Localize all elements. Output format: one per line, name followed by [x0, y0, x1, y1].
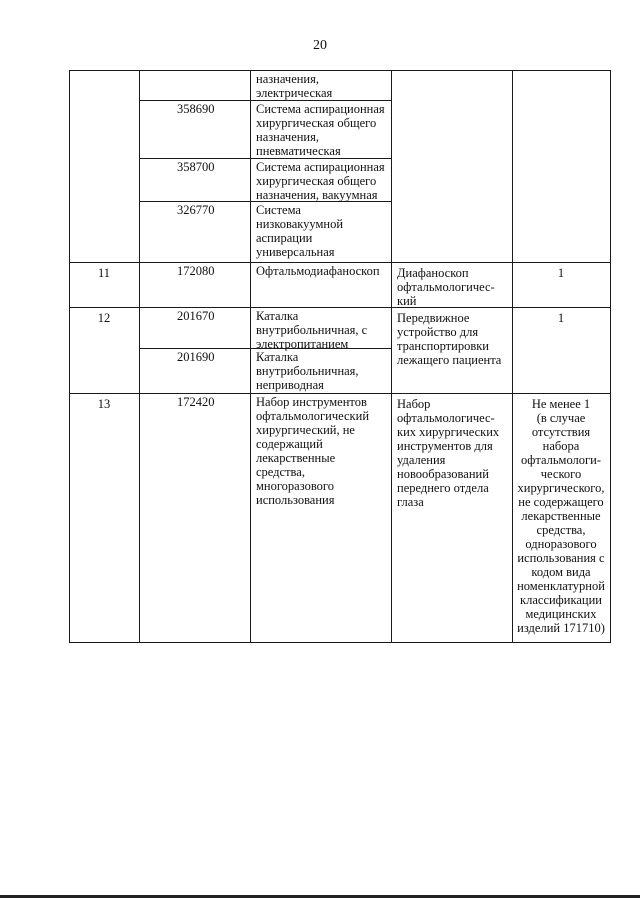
device-type-line: новообразований [397, 467, 489, 481]
device-type-line: кий [397, 294, 417, 308]
product-name-line: назначения, [256, 130, 320, 144]
product-name-line: аспирации [256, 231, 313, 245]
quantity-line: кодом вида [531, 565, 591, 579]
product-code: 172080 [177, 264, 215, 278]
product-name-line: офтальмологический [256, 409, 370, 423]
device-type-line: Передвижное [397, 311, 470, 325]
product-name-line: лекарственные [256, 451, 336, 465]
product-code: 358700 [177, 160, 215, 174]
device-type-line: инструментов для [397, 439, 493, 453]
quantity-line: одноразового [525, 537, 597, 551]
quantity-line: медицинских [525, 607, 597, 621]
quantity-line: Не менее 1 [531, 397, 591, 411]
product-name-line: Каталка [256, 350, 299, 364]
device-type-line: лежащего пациента [397, 353, 502, 367]
table-column-border [139, 70, 140, 643]
row-number: 13 [97, 397, 111, 411]
page-number: 20 [313, 38, 327, 53]
product-name-line: Каталка [256, 309, 299, 323]
product-name-line: многоразового [256, 479, 334, 493]
device-type-line: устройство для [397, 325, 479, 339]
quantity-line: использования с [517, 551, 605, 565]
row-number: 12 [97, 311, 111, 325]
product-name-line: назначения, вакуумная [256, 188, 378, 202]
quantity-line: лекарственные [521, 509, 601, 523]
device-type-line: офтальмологичес- [397, 411, 495, 425]
quantity-line: набора [542, 439, 580, 453]
product-name-line: хирургическая общего [256, 174, 377, 188]
device-type-line: Диафаноскоп [397, 266, 469, 280]
product-name-line: использования [256, 493, 335, 507]
table-row-border [69, 262, 611, 263]
product-code: 201690 [177, 350, 215, 364]
quantity-line: номенклатурной [517, 579, 605, 593]
quantity-line: отсутствия [531, 425, 591, 439]
table-column-border [69, 70, 70, 643]
product-name-line: средства, [256, 465, 305, 479]
product-name-line: Система аспирационная [256, 102, 385, 116]
table-row-border [69, 70, 611, 71]
product-code: 326770 [177, 203, 215, 217]
table-row-border [69, 393, 611, 394]
product-name-line: внутрибольничная, [256, 364, 359, 378]
table-subrow-border [139, 158, 392, 159]
quantity-line: хирургического, [517, 481, 605, 495]
quantity-line: не содержащего [518, 495, 604, 509]
table-column-border [250, 70, 251, 643]
product-name-line: электропитанием [256, 337, 349, 351]
quantity-line: изделий 171710) [517, 621, 605, 635]
quantity-line: 1 [557, 266, 565, 280]
product-code: 358690 [177, 102, 215, 116]
quantity-line: офтальмологи- [520, 453, 602, 467]
product-name-line: хирургический, не [256, 423, 355, 437]
quantity-line: средства, [536, 523, 586, 537]
device-type-line: удаления [397, 453, 446, 467]
product-name-line: хирургическая общего [256, 116, 377, 130]
product-name-line: пневматическая [256, 144, 341, 158]
product-name-line: Набор инструментов [256, 395, 367, 409]
product-name-line: универсальная [256, 245, 335, 259]
quantity-line: ческого [540, 467, 582, 481]
product-code: 201670 [177, 309, 215, 323]
product-name-line: внутрибольничная, с [256, 323, 368, 337]
quantity-line: классификации [520, 593, 602, 607]
device-type-line: переднего отдела [397, 481, 489, 495]
product-code: 172420 [177, 395, 215, 409]
table-row-border [69, 307, 611, 308]
row-number: 11 [97, 266, 111, 280]
quantity-line: 1 [557, 311, 565, 325]
table-column-border [391, 70, 392, 643]
device-type-line: транспортировки [397, 339, 489, 353]
device-type-line: офтальмологичес- [397, 280, 495, 294]
product-name-line: Система аспирационная [256, 160, 385, 174]
product-name-line: Система [256, 203, 301, 217]
product-name-line: электрическая [256, 86, 333, 100]
device-type-line: Набор [397, 397, 431, 411]
device-type-line: ких хирургических [397, 425, 500, 439]
device-type-line: глаза [397, 495, 424, 509]
product-name-line: Офтальмодиафаноскоп [256, 264, 380, 278]
product-name-line: низковакуумной [256, 217, 344, 231]
table-subrow-border [139, 100, 392, 101]
product-name-line: содержащий [256, 437, 323, 451]
table-row-border [69, 642, 611, 643]
product-name-line: назначения, [256, 72, 320, 86]
product-name-line: неприводная [256, 378, 324, 392]
table-column-border [610, 70, 611, 643]
quantity-line: (в случае [536, 411, 586, 425]
